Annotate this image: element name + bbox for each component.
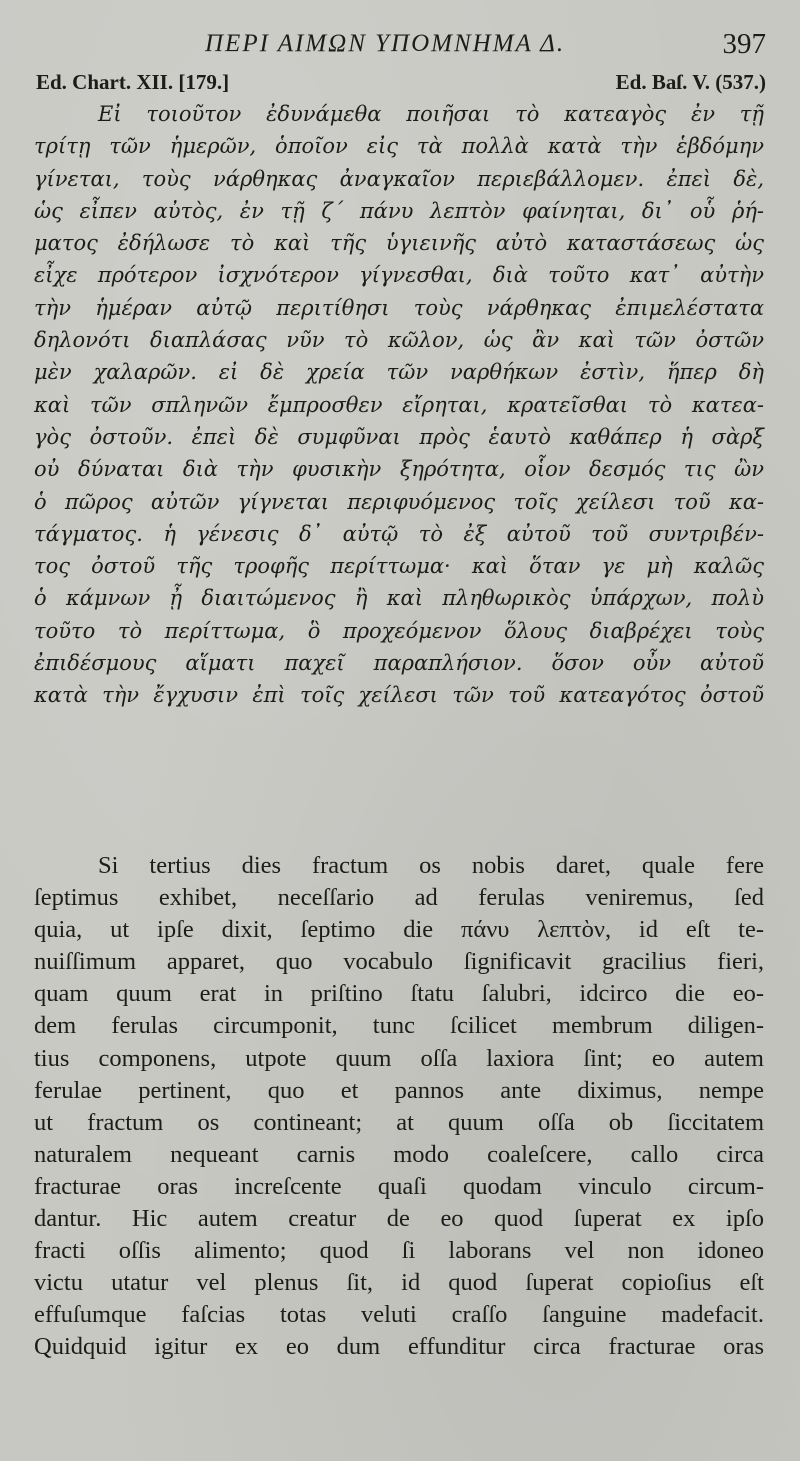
greek-line-16: ὁ κάμνων ᾖ διαιτώμενος ἢ καὶ πληθωρικὸς ὑπάρχων, πολὺ bbox=[34, 586, 764, 611]
running-title: ΠΕΡΙ ΑΙΜΩΝ ΥΠΟΜΝΗΜΑ Δ. bbox=[205, 30, 566, 57]
latin-line-11: fracturae oras increſcente quaſi quodam vinculo circum- bbox=[34, 1172, 764, 1200]
greek-line-10: καὶ τῶν σπληνῶν ἔμπροσθεν εἴρηται, κρατεῖσθαι τὸ κατεα- bbox=[34, 392, 764, 417]
greek-line-6: εἶχε πρότερον ἰσχνότερον γίγνεσθαι, διὰ τοῦτο κατ᾽ αὐτὴν bbox=[34, 263, 764, 288]
latin-text-block bbox=[34, 850, 764, 1364]
latin-line-14: victu utatur vel plenus ſit, id quod ſuperat copioſius eſt bbox=[34, 1269, 764, 1297]
latin-line-12: dantur. Hic autem creatur de eo quod ſuperat ex ipſo bbox=[34, 1205, 764, 1233]
greek-line-17: τοῦτο τὸ περίττωμα, ὃ προχεόμενον ὅλους διαβρέχει τοὺς bbox=[34, 618, 764, 643]
latin-line-9: ut fractum os contineant; at quum oſſa ob ſiccitatem bbox=[34, 1108, 764, 1136]
greek-line-9: μὲν χαλαρῶν. εἰ δὲ χρεία τῶν ναρθήκων ἐστὶν, ἥπερ δὴ bbox=[34, 360, 764, 385]
latin-line-3: quia, ut ipſe dixit, ſeptimo die πάνυ λεπτὸν, id eſt te- bbox=[34, 916, 764, 944]
greek-line-13: ὁ πῶρος αὐτῶν γίγνεται περιφυόμενος τοῖς χείλεσι τοῦ κα- bbox=[34, 489, 764, 514]
latin-line-1: Si tertius dies fractum os nobis daret, quale fere bbox=[98, 852, 764, 879]
greek-line-11: γὸς ὀστοῦν. ἐπεὶ δὲ συμφῦναι πρὸς ἑαυτὸ καθάπερ ἡ σὰρξ bbox=[34, 424, 764, 449]
latin-line-8: ferulae pertinent, quo et pannos ante diximus, nempe bbox=[34, 1076, 764, 1104]
page-number: 397 bbox=[722, 28, 766, 60]
greek-line-4: ὡς εἶπεν αὐτὸς, ἐν τῇ ζ΄ πάνυ λεπτὸν φαίνηται, δι᾽ οὗ ῥή- bbox=[34, 198, 764, 223]
latin-line-15: effuſumque faſcias totas veluti craſſo ſanguine madefacit. bbox=[34, 1301, 764, 1329]
greek-line-5: ματος ἐδήλωσε τὸ καὶ τῆς ὑγιεινῆς αὐτὸ καταστάσεως ὡς bbox=[34, 231, 764, 256]
greek-line-12: οὐ δύναται διὰ τὴν φυσικὴν ξηρότητα, οἷον δεσμός τις ὢν bbox=[34, 457, 764, 482]
edition-chartier-reference: Ed. Chart. XII. [179.] bbox=[36, 70, 230, 94]
edition-basel-reference: Ed. Baſ. V. (537.) bbox=[615, 70, 766, 94]
greek-line-18: ἐπιδέσμους αἵματι παχεῖ παραπλήσιον. ὅσον οὖν αὐτοῦ bbox=[34, 651, 764, 676]
latin-line-6: dem ferulas circumponit, tunc ſcilicet membrum diligen- bbox=[34, 1012, 764, 1040]
latin-line-7: tius componens, utpote quum oſſa laxiora ſint; eo autem bbox=[34, 1044, 764, 1072]
latin-line-10: naturalem nequeant carnis modo coaleſcere, callo circa bbox=[34, 1140, 764, 1168]
greek-line-19: κατὰ τὴν ἔγχυσιν ἐπὶ τοῖς χείλεσι τῶν τοῦ κατεαγότος ὀστοῦ bbox=[34, 683, 764, 708]
greek-line-15: τος ὀστοῦ τῆς τροφῆς περίττωμα· καὶ ὅταν γε μὴ καλῶς bbox=[34, 554, 764, 579]
latin-line-2: ſeptimus exhibet, neceſſario ad ferulas veniremus, ſed bbox=[34, 884, 764, 912]
latin-line-4: nuiſſimum apparet, quo vocabulo ſignificavit gracilius fieri, bbox=[34, 948, 764, 976]
greek-text-block bbox=[34, 98, 764, 712]
greek-line-3: γίνεται, τοὺς νάρθηκας ἀναγκαῖον περιεβάλλομεν. ἐπεὶ δὲ, bbox=[34, 166, 764, 191]
latin-line-5: quam quum erat in priſtino ſtatu ſalubri, idcirco die eo- bbox=[34, 980, 764, 1008]
running-head bbox=[0, 28, 800, 68]
greek-line-8: δηλονότι διαπλάσας νῦν τὸ κῶλον, ὡς ἂν καὶ τῶν ὀστῶν bbox=[34, 328, 764, 353]
edition-reference-line bbox=[36, 70, 766, 98]
greek-line-2: τρίτῃ τῶν ἡμερῶν, ὁποῖον εἰς τὰ πολλὰ κατὰ τὴν ἑβδόμην bbox=[34, 134, 764, 159]
greek-line-14: τάγματος. ἡ γένεσις δ᾽ αὐτῷ τὸ ἐξ αὐτοῦ τοῦ συντριβέν- bbox=[34, 521, 764, 546]
greek-line-1: Εἰ τοιοῦτον ἐδυνάμεθα ποιῆσαι τὸ κατεαγὸς ἐν τῇ bbox=[98, 102, 764, 126]
latin-line-16: Quidquid igitur ex eo dum effunditur circa fracturae oras bbox=[34, 1333, 764, 1361]
latin-line-13: fracti oſſis alimento; quod ſi laborans vel non idoneo bbox=[34, 1237, 764, 1265]
greek-line-7: τὴν ἡμέραν αὐτῷ περιτίθησι τοὺς νάρθηκας ἐπιμελέστατα bbox=[34, 295, 764, 320]
